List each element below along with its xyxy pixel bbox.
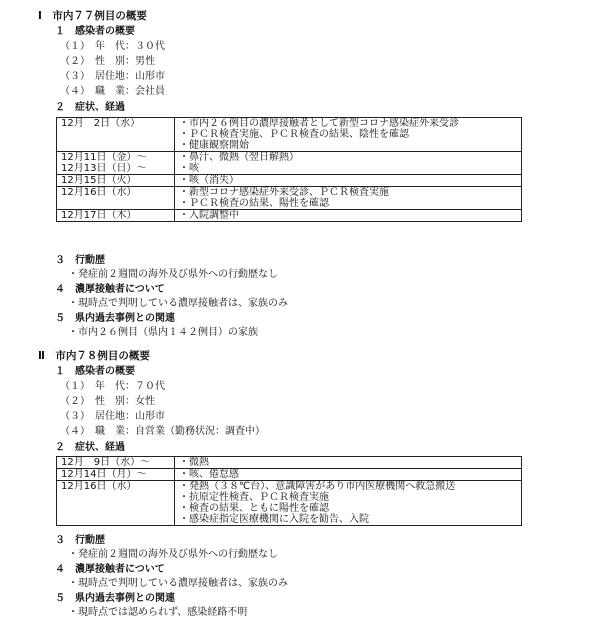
table-row bbox=[57, 457, 522, 469]
event-text: ・健康観察開始 bbox=[179, 140, 249, 151]
case-1-relation-heading: ５ 県内過去事例との関連 bbox=[55, 313, 175, 324]
date-text: 12月 9日（水）～ bbox=[61, 457, 151, 468]
table-row bbox=[57, 152, 522, 175]
table-row bbox=[57, 210, 522, 222]
event-text: ・咳（消失） bbox=[179, 175, 239, 186]
date-text: 12月11日（金）～ bbox=[61, 152, 147, 163]
case-2-sex: （２） 性 別：女性 bbox=[60, 396, 155, 407]
date-cell bbox=[57, 187, 175, 210]
event-text: ・入院調整中 bbox=[179, 210, 239, 221]
table-row bbox=[57, 118, 522, 152]
table-row bbox=[57, 481, 522, 526]
event-cell bbox=[175, 481, 522, 526]
date-cell bbox=[57, 210, 175, 222]
date-text: 12月15日（火） bbox=[61, 175, 137, 186]
date-text: 12月16日（水） bbox=[61, 187, 137, 198]
case-1-contacts-text: ・現時点で判明している濃厚接触者は、家族のみ bbox=[68, 298, 288, 309]
event-cell bbox=[175, 152, 522, 175]
date-cell bbox=[57, 175, 175, 187]
event-text: ・鼻汁、微熱（翌日解熱） bbox=[179, 152, 299, 163]
case-1-sex: （２） 性 別：男性 bbox=[60, 56, 155, 67]
case-1-title: Ⅰ 市内７７例目の概要 bbox=[38, 10, 147, 22]
date-text: 12月13日（日）～ bbox=[61, 163, 147, 174]
case-1-contacts-heading: ４ 濃厚接触者について bbox=[55, 284, 165, 295]
event-cell bbox=[175, 175, 522, 187]
case-1-relation-text: ・市内２６例目（県内１４２例目）の家族 bbox=[68, 327, 258, 338]
case-2-activity-text: ・発症前２週間の海外及び県外への行動歴なし bbox=[68, 549, 278, 560]
case-2-title: Ⅱ 市内７８例目の概要 bbox=[38, 350, 150, 362]
event-text: ・新型コロナ感染症外来受診、ＰＣＲ検査実施 bbox=[179, 187, 389, 198]
date-cell bbox=[57, 457, 175, 469]
event-text: ・ＰＣＲ検査実施、ＰＣＲ検査の結果、陰性を確認 bbox=[179, 129, 409, 140]
event-text: ・咳、倦怠感 bbox=[179, 469, 239, 480]
event-cell bbox=[175, 457, 522, 469]
event-cell bbox=[175, 187, 522, 210]
event-text: ・発熱（３８℃台）、意識障害があり市内医療機関へ救急搬送 bbox=[179, 481, 456, 492]
table-row bbox=[57, 187, 522, 210]
case-2-occupation: （４） 職 業：自営業（勤務状況：調査中） bbox=[60, 426, 265, 437]
case-1-activity-text: ・発症前２週間の海外及び県外への行動歴なし bbox=[68, 269, 278, 280]
date-cell bbox=[57, 152, 175, 175]
event-text: ・感染症指定医療機関に入院を勧告、入院 bbox=[179, 514, 369, 525]
event-text: ・咳 bbox=[179, 163, 199, 174]
date-text: 12月 2日（水） bbox=[61, 118, 141, 129]
case-1-occupation: （４） 職 業：会社員 bbox=[60, 86, 165, 97]
date-cell bbox=[57, 481, 175, 526]
case-2-profile-heading: １ 感染者の概要 bbox=[55, 366, 135, 377]
table-row bbox=[57, 469, 522, 481]
case-1-residence: （３） 居住地：山形市 bbox=[60, 71, 165, 82]
case-2-residence: （３） 居住地：山形市 bbox=[60, 411, 165, 422]
case-1-activity-heading: ３ 行動歴 bbox=[55, 255, 105, 266]
event-text: ・微熱 bbox=[179, 457, 209, 468]
date-text: 12月17日（木） bbox=[61, 210, 137, 221]
date-text: 12月14日（月）～ bbox=[61, 469, 147, 480]
case-1-timeline-table bbox=[56, 117, 522, 222]
case-1-profile-heading: １ 感染者の概要 bbox=[55, 26, 135, 37]
case-2-age: （１） 年 代：７０代 bbox=[60, 381, 165, 392]
event-cell bbox=[175, 210, 522, 222]
event-cell bbox=[175, 118, 522, 152]
case-2-activity-heading: ３ 行動歴 bbox=[55, 535, 105, 546]
case-2-contacts-heading: ４ 濃厚接触者について bbox=[55, 564, 165, 575]
event-text: ・市内２６例目の濃厚接触者として新型コロナ感染症外来受診 bbox=[179, 118, 459, 129]
case-1-timeline-heading: ２ 症状、経過 bbox=[55, 102, 125, 113]
case-2-contacts-text: ・現時点で判明している濃厚接触者は、家族のみ bbox=[68, 578, 288, 589]
date-text: 12月16日（水） bbox=[61, 481, 137, 492]
case-2-timeline-table bbox=[56, 456, 522, 526]
event-cell bbox=[175, 469, 522, 481]
event-text: ・検査の結果、ともに陽性を確認 bbox=[179, 503, 329, 514]
case-1-age: （１） 年 代：３０代 bbox=[60, 41, 165, 52]
date-cell bbox=[57, 118, 175, 152]
case-2-relation-text: ・現時点では認められず、感染経路不明 bbox=[68, 607, 248, 618]
case-2-timeline-heading: ２ 症状、経過 bbox=[55, 442, 125, 453]
event-text: ・抗原定性検査、ＰＣＲ検査実施 bbox=[179, 492, 329, 503]
table-row bbox=[57, 175, 522, 187]
event-text: ・ＰＣＲ検査の結果、陽性を確認 bbox=[179, 198, 329, 209]
date-cell bbox=[57, 469, 175, 481]
case-2-relation-heading: ５ 県内過去事例との関連 bbox=[55, 593, 175, 604]
